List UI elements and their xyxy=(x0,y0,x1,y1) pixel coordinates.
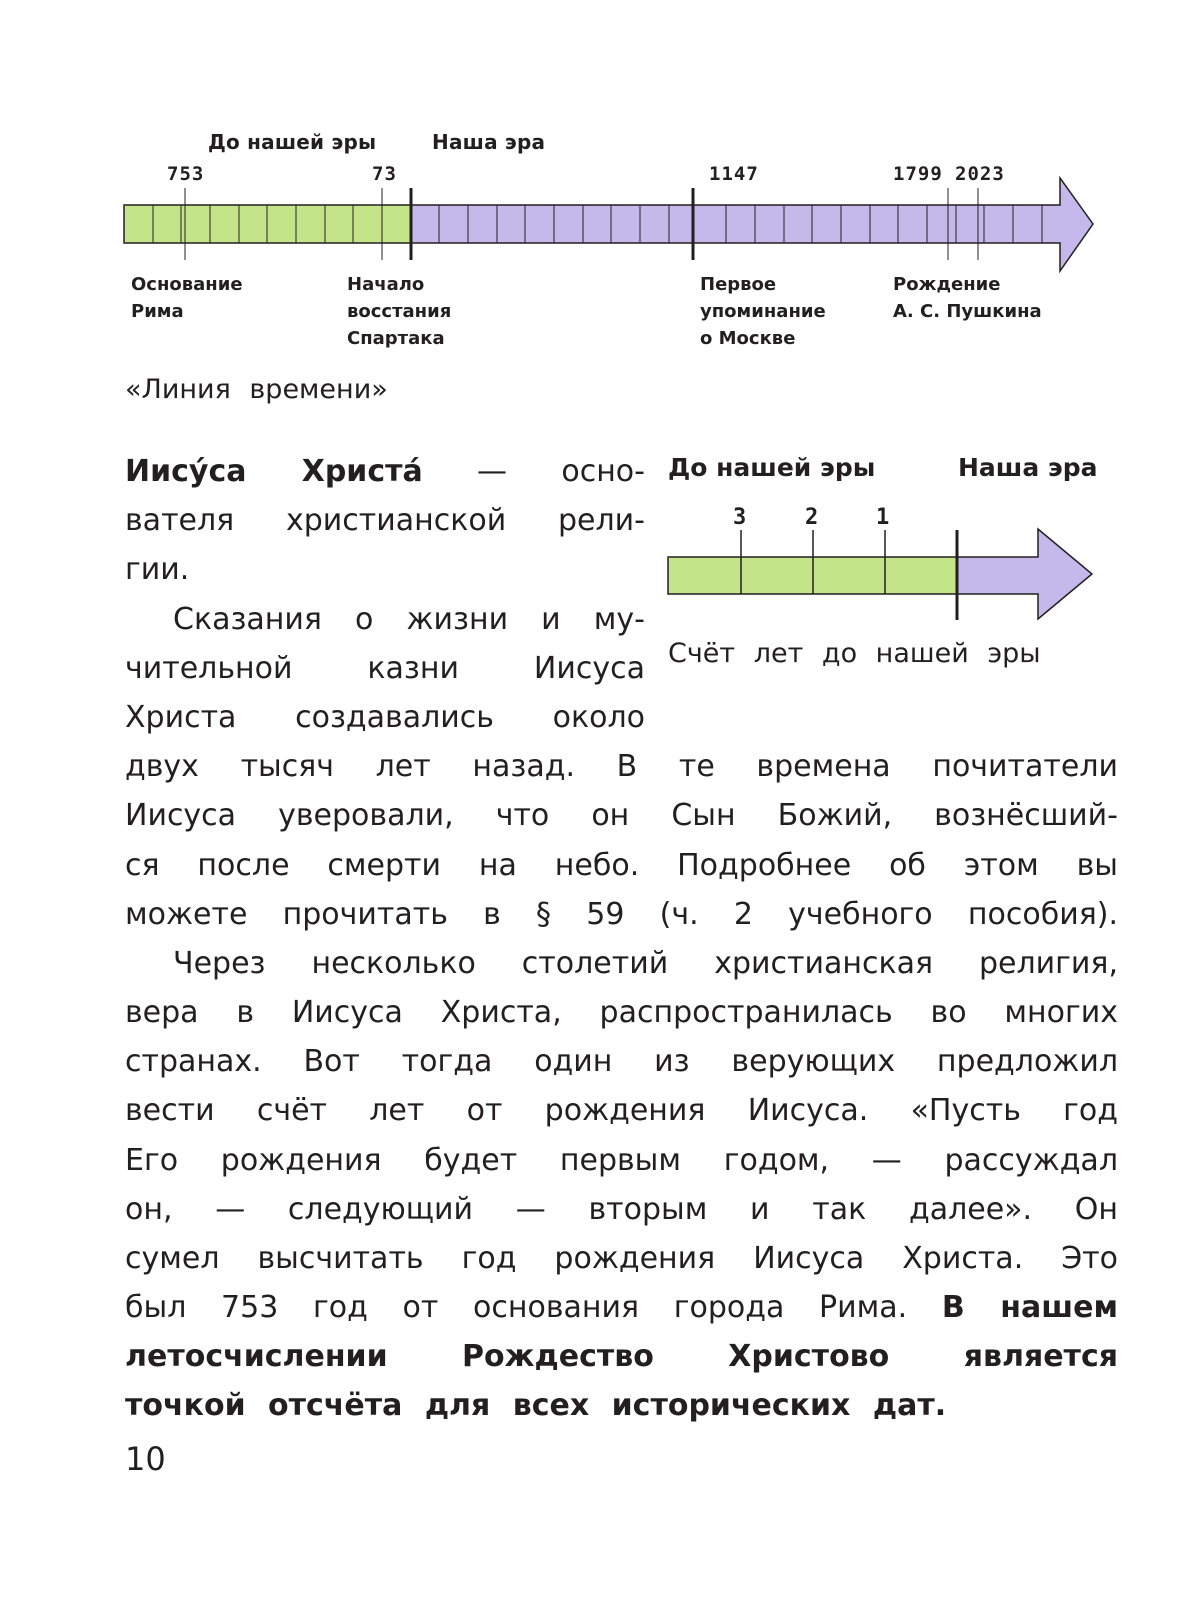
text-line: вести счёт лет от рождения Иисуса. «Пусть год xyxy=(125,1093,1118,1128)
text-line: гии. xyxy=(125,552,190,587)
text-line: вера в Иисуса Христа, распространилась во многих xyxy=(125,995,1118,1030)
text-line: Сказания о жизни и му- xyxy=(173,602,645,637)
bold-statement: В нашем xyxy=(941,1290,1118,1325)
year-digit-3: 3 xyxy=(733,505,747,530)
text-line: Иису́са Христа́ — осно- xyxy=(125,454,645,489)
text-line: Иисуса уверовали, что он Сын Божий, вознёсший- xyxy=(125,798,1118,833)
text-line: чительной казни Иисуса xyxy=(125,651,645,686)
small-arrow-ad xyxy=(957,529,1092,619)
year-digit-2: 2 xyxy=(805,505,819,530)
text-line: Его рождения будет первым годом, — рассуждал xyxy=(125,1143,1118,1178)
timeline-bc-caption: Счёт лет до нашей эры xyxy=(668,638,1041,669)
year-1799: 1799 xyxy=(893,163,943,185)
year-753: 753 xyxy=(167,163,205,185)
bold-statement: точкой отсчёта для всех исторических дат. xyxy=(125,1388,947,1423)
text-line: Через несколько столетий христианская религия, xyxy=(173,946,1118,981)
year-digit-1: 1 xyxy=(876,505,890,530)
event-rome-founding: Основание Рима xyxy=(131,274,243,322)
era-ad-label-2: Наша эра xyxy=(958,453,1098,482)
text-line: странах. Вот тогда один из верующих предложил xyxy=(125,1044,1118,1079)
text-line: был 753 год от основания города Рима. В нашем xyxy=(125,1290,1118,1325)
page-number: 10 xyxy=(125,1440,166,1478)
era-bc-label-2: До нашей эры xyxy=(668,453,876,482)
text-line: Христа создавались около xyxy=(125,700,645,735)
year-73: 73 xyxy=(372,163,397,185)
event-spartacus: Начало восстания Спартака xyxy=(347,274,452,349)
text-line: ся после смерти на небо. Подробнее об этом вы xyxy=(125,848,1118,883)
year-1147: 1147 xyxy=(709,163,759,185)
text-line: можете прочитать в § 59 (ч. 2 учебного пособия). xyxy=(125,897,1118,932)
text-line: сумел высчитать год рождения Иисуса Христа. Это xyxy=(125,1241,1118,1276)
era-ad-label: Наша эра xyxy=(432,130,546,154)
event-pushkin-birth: Рождение А. С. Пушкина xyxy=(893,274,1042,322)
year-2023: 2023 xyxy=(955,163,1005,185)
bold-term: Иису́са Христа́ xyxy=(125,454,423,489)
timeline-main-caption: «Линия времени» xyxy=(125,374,388,405)
text-line: вателя христианской рели- xyxy=(125,503,645,538)
event-moscow-mention: Первое упоминание о Москве xyxy=(700,274,826,349)
text-line: он, — следующий — вторым и так далее». Он xyxy=(125,1192,1118,1227)
bold-statement: летосчислении Рождество Христово является xyxy=(125,1339,1118,1374)
era-bc-label: До нашей эры xyxy=(208,130,377,154)
text-line: двух тысяч лет назад. В те времена почитатели xyxy=(125,749,1118,784)
